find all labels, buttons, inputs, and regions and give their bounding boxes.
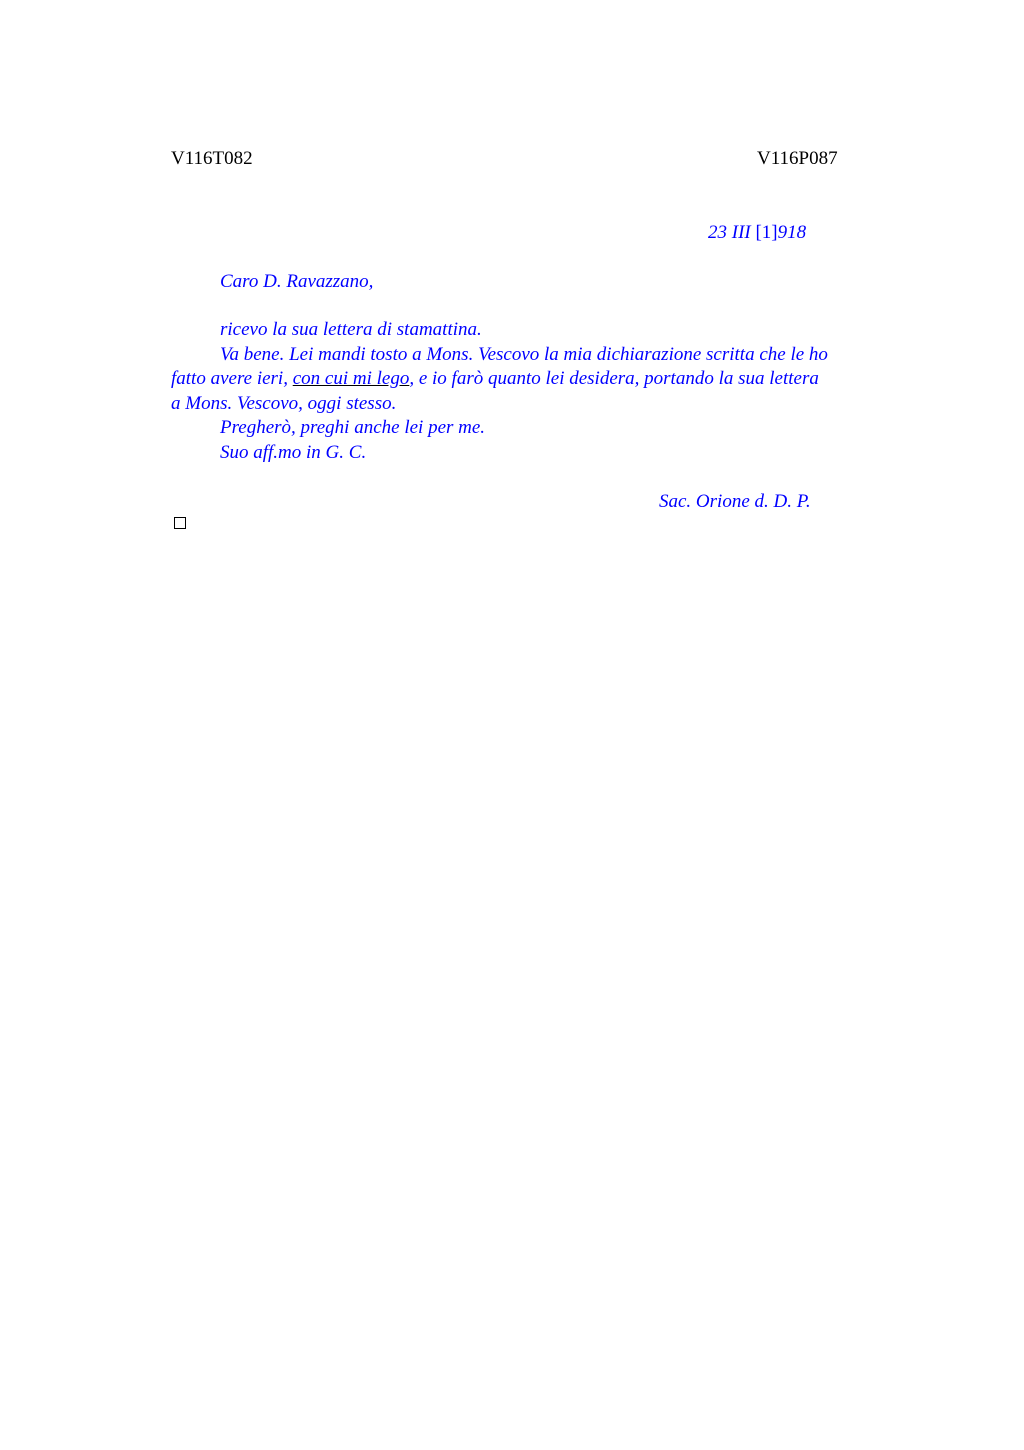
- body-line-3-end: , e io farò quanto lei desidera, portando la sua lettera: [409, 368, 819, 389]
- underlined-phrase: con cui mi lego: [292, 368, 410, 389]
- body-line-4: a Mons. Vescovo, oggi stesso.: [171, 393, 397, 414]
- date-year: 918: [777, 222, 807, 243]
- body-line-2: Va bene. Lei mandi tosto a Mons. Vescovo la mia dichiarazione scritta che le ho: [220, 344, 828, 365]
- body-line-5: Pregherò, preghi anche lei per me.: [220, 417, 486, 438]
- closing: Suo aff.mo in G. C.: [220, 442, 367, 463]
- document-code-left: V116T082: [171, 148, 253, 169]
- salutation: Caro D. Ravazzano,: [220, 271, 374, 292]
- date-bracket: [1]: [755, 222, 778, 243]
- signature: Sac. Orione d. D. P.: [659, 491, 811, 512]
- body-line-1: ricevo la sua lettera di stamattina.: [220, 319, 482, 340]
- body-line-3-start: fatto avere ieri,: [171, 368, 293, 389]
- square-icon: [174, 517, 186, 529]
- body-line-3: [171, 367, 819, 391]
- document-code-right: V116P087: [757, 148, 838, 169]
- date-day-month: 23 III: [708, 222, 756, 243]
- letter-date: [708, 222, 806, 244]
